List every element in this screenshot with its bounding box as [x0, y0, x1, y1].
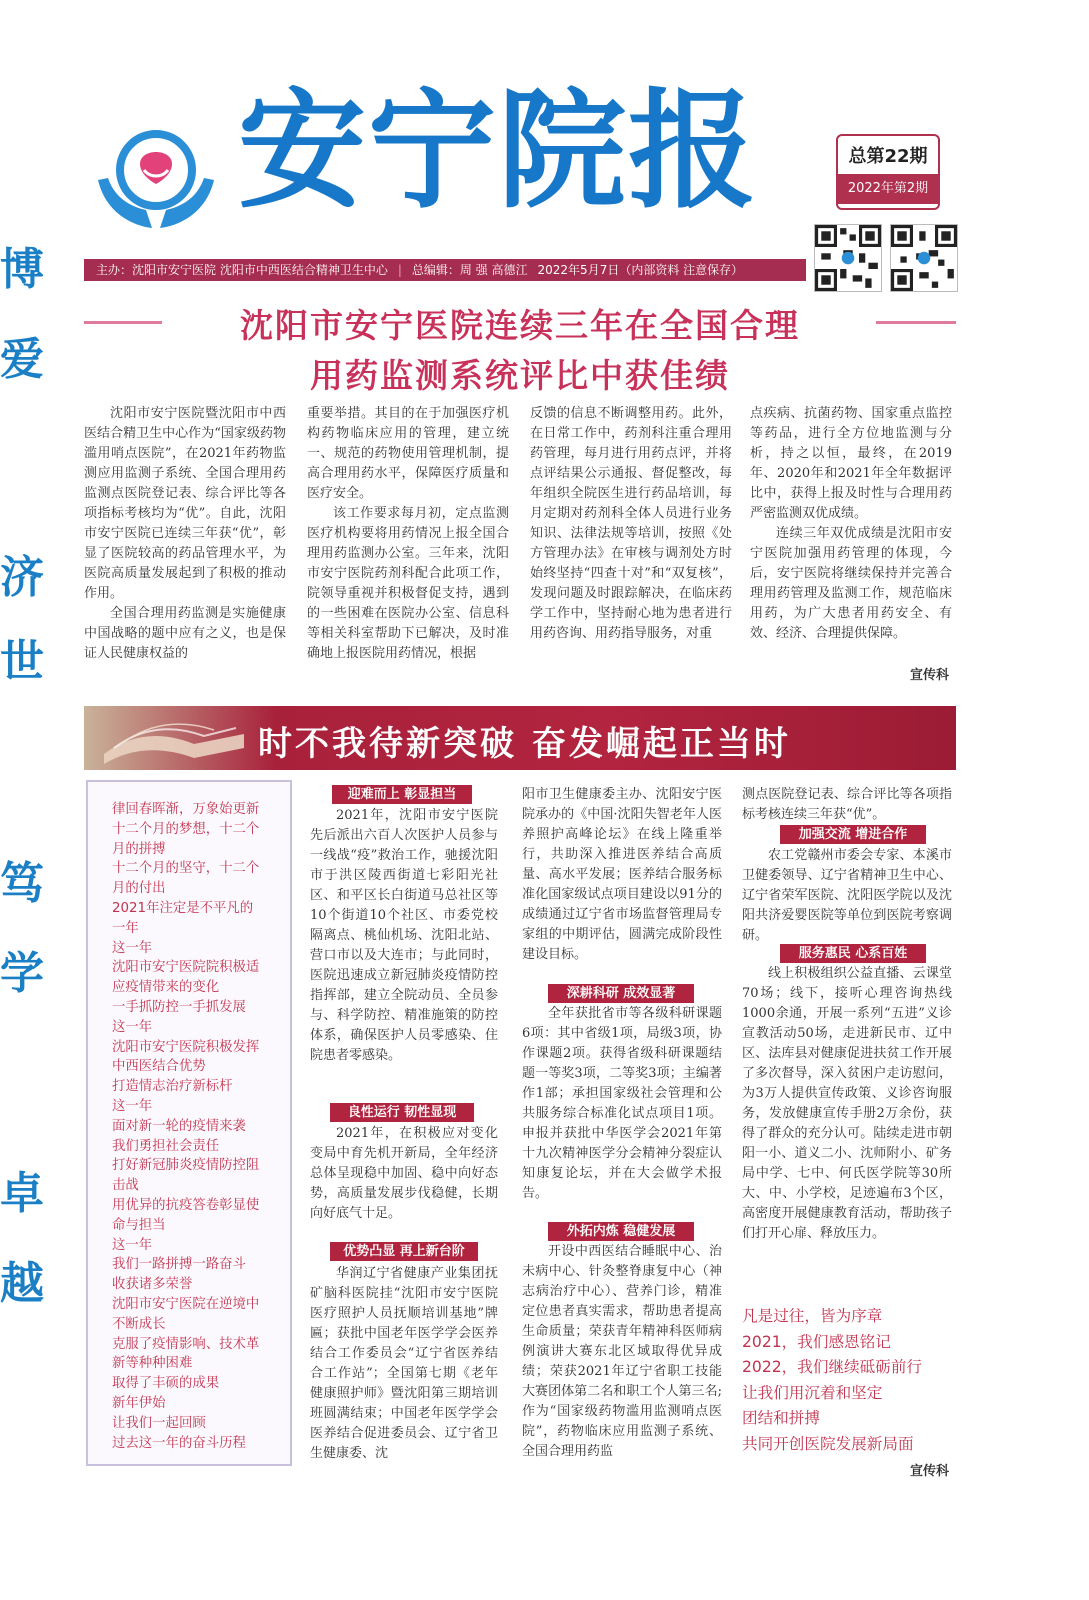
closing-line: 凡是过往，皆为序章 — [742, 1307, 883, 1325]
poem-line: 用优异的抗疫答卷彰显使 — [112, 1197, 260, 1213]
paragraph: 该工作要求每月初，定点监测医疗机构要将用药情况上报全国合理用药监测办公室。三年来，沈阳市安宁医院药剂科配合此项工作，院领导重视并积极督促支持，遇到的一些困难在医院办公室、信息科等相关科室帮助下已解决，及时准确地上报医院用药情况，根据 — [307, 506, 509, 661]
article1-signoff: 宣传科 — [910, 668, 950, 683]
article2-banner-title: 时不我待新突破 奋发崛起正当时 — [258, 724, 791, 764]
poem-line: 律回春晖渐，万象始更新 — [112, 802, 260, 817]
issue-year: 2022年第2期 — [838, 174, 938, 204]
sponsor-text: 主办：沈阳市安宁医院 沈阳市中西医结合精神卫生中心 — [96, 263, 388, 277]
paragraph: 华润辽宁省健康产业集团抚矿脑科医院挂“沈阳市安宁医院医疗照护人员抚顺培训基地”牌匾；获批中国老年医学学会医养结合工作委员会“辽宁省医养结合工作站”；全国第七期《老年健康照护师》暨沈阳第三期培训班圆满结束；中国老年医学学会医养结合促进委员会、辽宁省卫生健康委、沈 — [310, 1266, 498, 1461]
poem-line: 十二个月的坚守，十二个 — [112, 861, 260, 877]
paragraph: 全年获批省市等各级科研课题6项：其中省级1项，局级3项，协作课题2项。获得省级科研课题结题一等奖3项，二等奖3项；主编著作1部；承担国家级社会管理和公共服务综合标准化试点项目1项。申报并获批中华医学会2021年第十九次精神医学分会精神分裂症认知康复论坛，并在大会做学术报告。 — [522, 1006, 722, 1201]
poem-line: 克服了疫情影响、技术革 — [112, 1336, 260, 1352]
section-heading: 服务惠民 心系百姓 — [780, 944, 926, 963]
section-heading: 迎难而上 彰显担当 — [332, 785, 472, 804]
article2-section4-text — [522, 1004, 722, 1204]
poem-line: 新等种种困难 — [112, 1356, 193, 1372]
poem-line: 一年 — [112, 920, 139, 936]
closing-line: 2022，我们继续砥砺前行 — [742, 1358, 923, 1377]
closing-line: 2021，我们感恩铭记 — [742, 1332, 891, 1351]
poem-line: 应疫情带来的变化 — [112, 980, 220, 996]
issue-total: 总第22期 — [848, 146, 928, 167]
poem-line: 击战 — [112, 1178, 139, 1194]
poem-line: 沈阳市安宁医院院积极适 — [112, 960, 260, 976]
separator: | — [397, 263, 402, 277]
poem-line: 我们勇担社会责任 — [112, 1138, 220, 1154]
hospital-logo-icon — [92, 118, 220, 236]
article2-section2-text — [310, 1124, 498, 1224]
article2-section5-text — [522, 1242, 722, 1462]
article2-column4-lead — [742, 785, 952, 825]
paragraph: 连续三年双优成绩是沈阳市安宁医院加强用药管理的体现，今后，安宁医院将继续保持并完善合理用药管理及监测工作，规范临床用药，为广大患者用药安全、有效、经济、合理提供保障。 — [750, 526, 952, 641]
closing-line: 团结和拼搏 — [742, 1409, 820, 1428]
poem-line: 打好新冠肺炎疫情防控阻 — [112, 1158, 260, 1174]
article1-column-2 — [307, 404, 509, 664]
paragraph: 开设中西医结合睡眠中心、治未病中心、针灸整脊康复中心（神志病治疗中心）、营养门诊，精准定位患者真实需求，帮助患者提高生命质量；荣获青年精神科医师病例演讲大赛东北区域取得优异成绩；荣获2021年辽宁省职工技能大赛团体第二名和职工个人第三名;作为“国家级药物滥用监测哨点医院”，药物临床应用监测子系统、全国合理用药监 — [522, 1244, 722, 1459]
paragraph: 农工党赣州市委会专家、本溪市卫健委领导、辽宁省精神卫生中心、辽宁省荣军医院、沈阳医学院以及沈阳共济爱婴医院等单位到医院考察调研。 — [742, 848, 952, 943]
poem-line: 面对新一轮的疫情来袭 — [112, 1118, 246, 1134]
poem-line: 沈阳市安宁医院积极发挥 — [112, 1039, 260, 1055]
poem-line: 不断成长 — [112, 1316, 166, 1332]
poem-text — [112, 800, 284, 1453]
poem-line: 我们一路拼搏一路奋斗 — [112, 1257, 246, 1273]
poem-line: 月的拼搏 — [112, 841, 166, 857]
motto-char: 爱 — [0, 334, 44, 385]
paragraph: 重要举措。其目的在于加强医疗机构药物临床应用的管理，建立统一、规范的药物使用管理机制，提高合理用药水平，保障医疗质量和医疗安全。 — [307, 406, 509, 501]
article2-signoff: 宣传科 — [910, 1464, 950, 1479]
closing-verse — [742, 1304, 922, 1458]
issue-badge — [836, 134, 940, 210]
closing-line: 共同开创医院发展新局面 — [742, 1434, 914, 1453]
section-heading: 良性运行 韧性显现 — [330, 1103, 474, 1122]
poem-line: 新年伊始 — [112, 1395, 166, 1411]
article2-section3-text — [310, 1264, 498, 1464]
editor-text: 总编辑：周 强 高德江 — [411, 263, 528, 277]
section-heading: 优势凸显 再上新台阶 — [330, 1242, 478, 1261]
books-decoration-icon — [104, 714, 244, 764]
paragraph: 全国合理用药监测是实施健康中国战略的题中应有之义，也是保证人民健康权益的 — [84, 606, 286, 661]
section-heading: 深耕科研 成效显著 — [548, 984, 694, 1003]
poem-line: 这一年 — [112, 1237, 153, 1253]
poem-line: 一手抓防控一手抓发展 — [112, 999, 246, 1015]
article2-column3-lead — [522, 785, 722, 965]
motto-char: 学 — [0, 948, 44, 999]
poem-line: 取得了丰硕的成果 — [112, 1376, 220, 1392]
poem-line: 打造情志治疗新标杆 — [112, 1079, 233, 1095]
paragraph: 阳市卫生健康委主办、沈阳安宁医院承办的《中国·沈阳失智老年人医养照护高峰论坛》在线上隆重举行，共助深入推进医养结合高质量、高水平发展；医养结合服务标准化国家级试点项目建设以91分的成绩通过辽宁省市场监督管理局专家组的中期评估，圆满完成阶段性建设目标。 — [522, 787, 722, 962]
poem-line: 沈阳市安宁医院在逆境中 — [112, 1296, 260, 1312]
motto-char: 济 — [0, 552, 44, 603]
section-heading: 外拓内炼 稳健发展 — [548, 1222, 694, 1241]
article1-column-1 — [84, 404, 286, 664]
motto-char: 世 — [0, 636, 44, 687]
closing-line: 让我们用沉着和坚定 — [742, 1383, 883, 1402]
poem-line: 让我们一起回顾 — [112, 1415, 206, 1431]
paragraph: 测点医院登记表、综合评比等各项指标考核连续三年获“优”。 — [742, 787, 952, 822]
article1-headline-line1: 沈阳市安宁医院连续三年在全国合理 — [240, 306, 800, 345]
masthead-info-bar — [84, 259, 806, 281]
paragraph: 2021年，沈阳市安宁医院先后派出六百人次医护人员参与一线战“疫”救治工作，驰援沈阳市于洪区陵西街道七彩阳光社区、和平区长白街道马总社区等10个街道10个社区、市委党校隔离点、桃仙机场、沈阳北站、营口市以及大连市；与此同时，医院迅速成立新冠肺炎疫情防控指挥部，建立全院动员、全员参与、科学防控、精准施策的防控体系，确保医护人员零感染、住院患者零感染。 — [310, 808, 498, 1063]
poem-line: 这一年 — [112, 1019, 153, 1035]
article2-section1-text — [310, 806, 498, 1066]
date-text: 2022年5月7日（内部资料 注意保存） — [537, 263, 744, 277]
poem-line: 中西医结合优势 — [112, 1059, 206, 1075]
newspaper-title: 安宁院报 — [238, 77, 759, 226]
article2-section7-text — [742, 964, 952, 1244]
article2-section6-text — [742, 846, 952, 946]
paragraph: 反馈的信息不断调整用药。此外，在日常工作中，药剂科注重合理用药管理，每月进行用药点评，并将点评结果公示通报、督促整改，每年组织全院医生进行药品培训，每月定期对药剂科全体人员进行业务知识、法律法规等培训，按照《处方管理办法》在审核与调剂处方时始终坚持“四查十对”和“双复核”，发现问题及时跟踪解决，在临床药学工作中，坚持耐心地为患者进行用药咨询、用药指导服务，对重 — [530, 406, 732, 641]
paragraph: 沈阳市安宁医院暨沈阳市中西医结合精卫生中心作为“国家级药物滥用哨点医院”，在2021年药物监测应用监测子系统、全国合理用药监测点医院登记表、综合评比等各项指标考核均为“优”。自此，沈阳市安宁医院已连续三年获“优”，彰显了医院较高的药品管理水平，为医院高质量发展起到了积极的推动作用。 — [84, 406, 286, 601]
poem-line: 命与担当 — [112, 1217, 166, 1233]
paragraph: 线上积极组织公益直播、云课堂70场；线下，接听心理咨询热线1000余通，开展一系列“五进”义诊宣教活动50场，走进新民市、辽中区、法库县对健康促进扶贫工作开展了多次督导，深入贫困户走访慰问，为3万人提供宣传政策、义诊咨询服务，发放健康宣传手册2万余份，获得了群众的充分认可。陆续走进市朝阳一小、道义二小、沈师附小、矿务局中学、七中、何氏医学院等30所大、中、小学校，足迹遍布3个区，高密度开展健康教育活动，帮助孩子们打开心扉、释放压力。 — [742, 966, 952, 1241]
article1-column-4 — [750, 404, 952, 644]
poem-line: 2021年注定是不平凡的 — [112, 900, 254, 916]
paragraph: 2021年，在积极应对变化变局中育先机开新局，全年经济总体呈现稳中加固、稳中向好态势，高质量发展步伐稳健，长期向好底气十足。 — [310, 1126, 498, 1221]
poem-line: 这一年 — [112, 940, 153, 956]
poem-line: 十二个月的梦想，十二个 — [112, 821, 260, 837]
motto-char: 博 — [0, 244, 44, 295]
poem-line: 收获诸多荣誉 — [112, 1277, 193, 1293]
motto-char: 卓 — [0, 1168, 44, 1219]
article1-headline-line2: 用药监测系统评比中获佳绩 — [310, 356, 730, 395]
poem-line: 过去这一年的奋斗历程 — [112, 1435, 246, 1451]
poem-line: 月的付出 — [112, 881, 166, 897]
motto-char: 笃 — [0, 858, 44, 909]
qr-code-icon — [890, 224, 958, 292]
paragraph: 点疾病、抗菌药物、国家重点监控等药品，进行全方位地监测与分析，持之以恒，最终，在2019年、2020年和2021年全年数据评比中，获得上报及时性与合理用药严密监测双优成绩。 — [750, 406, 952, 521]
qr-code-icon — [814, 224, 882, 292]
section-heading: 加强交流 增进合作 — [780, 825, 926, 844]
article1-column-3 — [530, 404, 732, 644]
poem-line: 这一年 — [112, 1098, 153, 1114]
motto-char: 越 — [0, 1258, 44, 1309]
